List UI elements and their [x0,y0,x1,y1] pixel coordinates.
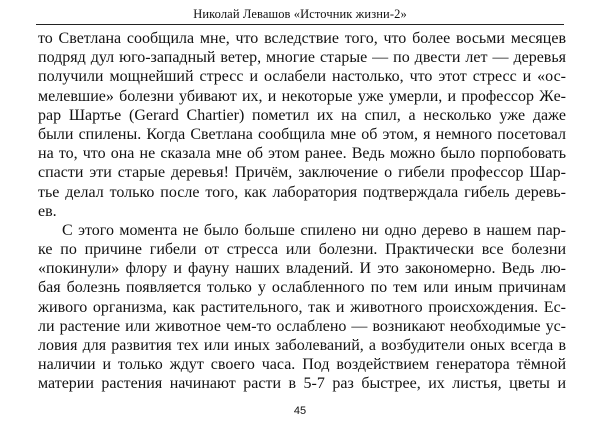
paragraph-2 [38,221,566,394]
text-line: С этого момента не было больше спилено ни одно дерево в нашем пар- [62,221,566,239]
text-line: то Светлана сообщила мне, что вследствие того, что более восьми месяцев [38,30,566,47]
body-text [38,29,566,394]
text-line: тье делал только после того, как лаборатория подтверждала гибель деревь- [38,183,566,201]
text-line: живого организма, как растительного, так и животного происхождения. Ес- [38,298,566,316]
text-line: мелевшие» болезни убивают их, и некоторые уже умерли, и профессор Жe- [38,87,566,105]
text-line: подряд дул юго-западный ветер, многие старые — по двести лет — деревья [38,49,566,67]
text-line: наличии и только ждут своего часа. Под воздействием генератора тёмной [38,356,566,374]
paragraph-1 [38,29,566,221]
page-number: 45 [293,405,307,417]
text-line: были спилены. Когда Светлана сообщила мне об этом, я немного посетовал [38,125,566,143]
header-rule [36,24,564,25]
text-line: ли растение или животное чем-то ослаблено — возникают необходимые ус- [38,317,566,335]
text-line: рар Шартье (Gerard Chartier) пометил их на спил, а несколько уже даже [38,106,566,124]
text-line: «покинули» флору и фауну наших владений. И это закономерно. Ведь лю- [38,260,566,278]
text-line: на то, что она не сказала мне об этом ранее. Ведь можно было порпобовать [38,145,566,163]
text-line: спасти эти старые деревья! Причём, заключение о гибели профессор Шар- [38,164,566,182]
text-line: бая болезнь появляется только у ослабленного по тем или иным причинам [38,279,566,297]
text-line: ловия для развития тех или иных заболеваний, а возбудители оных всегда в [38,337,566,354]
text-line: ке по причине гибели от стресса или болезни. Практически все болезни [38,241,566,259]
text-line: ев. [38,202,57,220]
running-header: Николай Левашов «Источник жизни-2» [193,7,407,21]
text-line: материи растения начинают расти в 5-7 раз быстрее, их листья, цветы и [38,375,566,393]
text-line: получили мощнейший стресс и ослабели настолько, что этот стресс и «ос- [38,68,566,86]
